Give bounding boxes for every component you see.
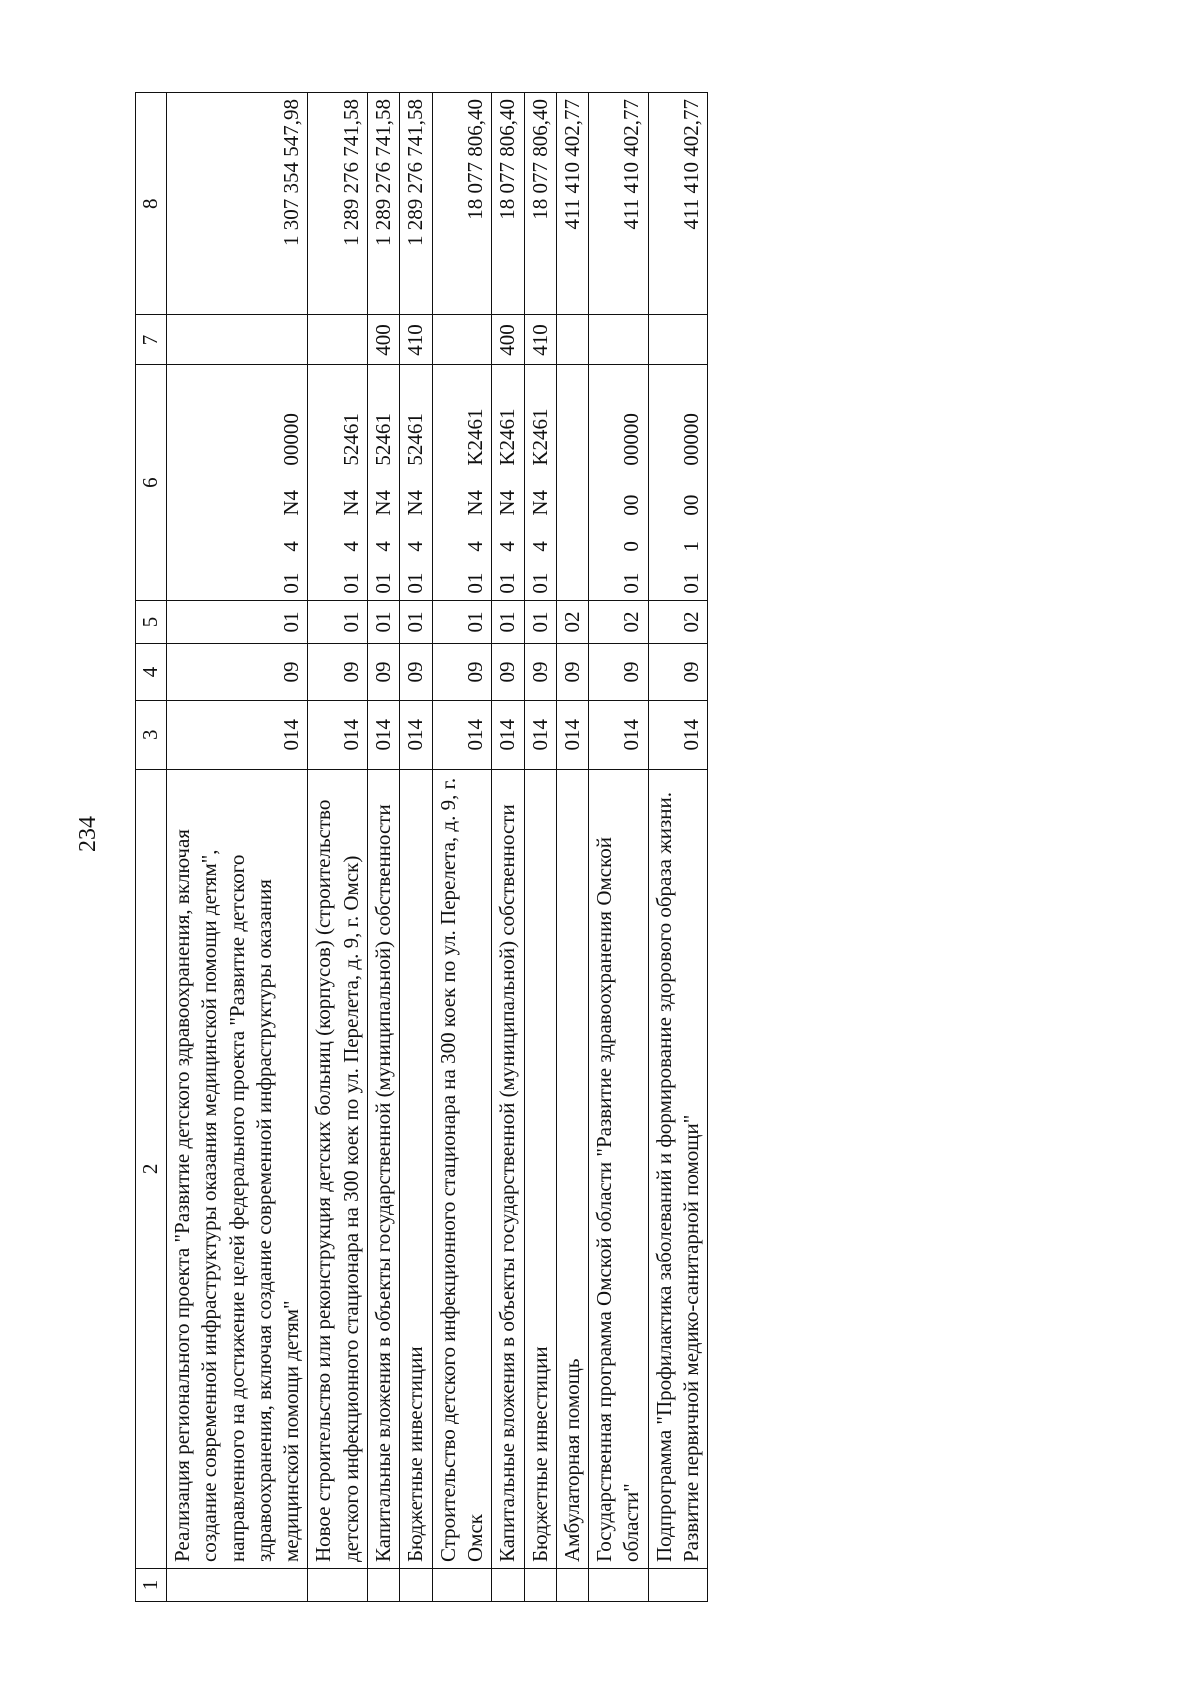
code-part: K2461 [495,408,520,466]
cell-admin-code: 014 [524,700,556,769]
cell-amount: 411 410 402,77 [648,93,708,315]
cell-empty [556,1569,588,1602]
cell-empty [308,1569,368,1602]
code-part: 00000 [279,413,304,466]
cell-section: 09 [524,644,556,700]
cell-subsection: 01 [308,600,368,644]
header-col-4: 4 [136,644,167,700]
cell-target-article [524,365,556,600]
code-part: 00 [619,494,644,516]
code-part: N4 [527,489,552,516]
cell-subsection: 01 [400,600,432,644]
cell-target-article [400,365,432,600]
code-part: 4 [495,541,520,552]
cell-admin-code: 014 [400,700,432,769]
table-row [167,93,308,1602]
cell-amount: 18 077 806,40 [524,93,556,315]
code-part: N4 [279,489,304,516]
cell-name: Капитальные вложения в объекты государственной (муниципальной) собственности [492,769,524,1568]
header-col-2: 2 [136,769,167,1568]
cell-expense-type [648,315,708,365]
cell-amount: 1 289 276 741,58 [308,93,368,315]
cell-section: 09 [368,644,400,700]
cell-name: Капитальные вложения в объекты государственной (муниципальной) собственности [368,769,400,1568]
table-row [400,93,432,1602]
cell-expense-type [432,315,492,365]
cell-name: Бюджетные инвестиции [524,769,556,1568]
cell-target-article [167,365,308,600]
code-part: N4 [462,489,487,516]
code-part: 01 [527,572,552,594]
table-row [368,93,400,1602]
cell-name: Подпрограмма "Профилактика заболеваний и формирование здорового образа жизни. Развитие первичной медико-санитарной помощи" [648,769,708,1568]
cell-name: Бюджетные инвестиции [400,769,432,1568]
cell-target-article [308,365,368,600]
cell-expense-type [589,315,649,365]
cell-empty [492,1569,524,1602]
budget-table [135,92,708,1602]
table-row [556,93,588,1602]
cell-admin-code: 014 [492,700,524,769]
cell-admin-code: 014 [589,700,649,769]
cell-admin-code: 014 [556,700,588,769]
cell-name: Амбулаторная помощь [556,769,588,1568]
cell-empty [167,1569,308,1602]
table-row [524,93,556,1602]
code-part: 4 [527,541,552,552]
header-col-8: 8 [136,93,167,315]
cell-amount: 18 077 806,40 [432,93,492,315]
cell-subsection: 01 [167,600,308,644]
table-row [432,93,492,1602]
cell-subsection: 01 [524,600,556,644]
code-part: N4 [403,489,428,516]
code-part: 52461 [403,413,428,466]
cell-empty [589,1569,649,1602]
cell-empty [648,1569,708,1602]
code-part: 4 [338,541,363,552]
cell-section: 09 [556,644,588,700]
code-part: 01 [279,572,304,594]
code-part: 01 [338,572,363,594]
cell-amount: 411 410 402,77 [556,93,588,315]
table-row [308,93,368,1602]
cell-target-article [648,365,708,600]
cell-section: 09 [648,644,708,700]
code-part: 0 [619,541,644,552]
code-part: N4 [371,489,396,516]
cell-name: Новое строительство или реконструкция детских больниц (корпусов) (строительство детского инфекционного стационара на 300 коек по ул. Перелета, д. 9, г. Омск) [308,769,368,1568]
cell-target-article [432,365,492,600]
cell-section: 09 [432,644,492,700]
code-part: 4 [403,541,428,552]
cell-empty [524,1569,556,1602]
code-part: 00000 [679,413,704,466]
table-row [492,93,524,1602]
cell-admin-code: 014 [648,700,708,769]
cell-name: Государственная программа Омской области "Развитие здравоохранения Омской области" [589,769,649,1568]
cell-section: 09 [492,644,524,700]
code-part: 52461 [338,413,363,466]
code-part: N4 [495,489,520,516]
cell-expense-type [308,315,368,365]
code-part: 01 [495,572,520,594]
table-header-row [136,93,167,1602]
cell-target-article [492,365,524,600]
cell-subsection: 01 [368,600,400,644]
code-part: 01 [462,572,487,594]
cell-name: Реализация регионального проекта "Развитие детского здравоохранения, включая создание современной инфраструктуры оказания медицинской помощи детям", направленного на достижение целей федерального проекта "Развитие детского здравоохранения, включая создание современной инфраструктуры оказания медицинской помощи детям" [167,769,308,1568]
header-col-6: 6 [136,365,167,600]
cell-expense-type: 400 [492,315,524,365]
cell-amount: 411 410 402,77 [589,93,649,315]
cell-subsection: 02 [589,600,649,644]
code-part: K2461 [527,408,552,466]
cell-amount: 18 077 806,40 [492,93,524,315]
cell-expense-type [556,315,588,365]
cell-subsection: 01 [432,600,492,644]
code-part: 52461 [371,413,396,466]
code-part: 01 [619,572,644,594]
table-row [648,93,708,1602]
page-number: 234 [75,816,101,852]
cell-section: 09 [400,644,432,700]
cell-section: 09 [308,644,368,700]
cell-expense-type: 400 [368,315,400,365]
cell-subsection: 01 [492,600,524,644]
cell-empty [368,1569,400,1602]
code-part: N4 [338,489,363,516]
cell-admin-code: 014 [167,700,308,769]
cell-expense-type [167,315,308,365]
cell-section: 09 [589,644,649,700]
header-col-1: 1 [136,1569,167,1602]
cell-section: 09 [167,644,308,700]
cell-amount: 1 289 276 741,58 [400,93,432,315]
code-part: 4 [462,541,487,552]
cell-amount: 1 307 354 547,98 [167,93,308,315]
code-part: 4 [371,541,396,552]
table-row [589,93,649,1602]
code-part: 01 [371,572,396,594]
code-part: 00 [679,494,704,516]
cell-target-article [368,365,400,600]
cell-amount: 1 289 276 741,58 [368,93,400,315]
cell-empty [400,1569,432,1602]
cell-admin-code: 014 [308,700,368,769]
code-part: 1 [679,541,704,552]
cell-target-article [556,365,588,600]
code-part: K2461 [462,408,487,466]
cell-name: Строительство детского инфекционного стационара на 300 коек по ул. Перелета, д. 9, г. Омск [432,769,492,1568]
code-part: 4 [279,541,304,552]
header-col-3: 3 [136,700,167,769]
code-part: 00000 [619,413,644,466]
cell-expense-type: 410 [400,315,432,365]
cell-subsection: 02 [556,600,588,644]
cell-expense-type: 410 [524,315,556,365]
code-part: 01 [679,572,704,594]
header-col-7: 7 [136,315,167,365]
cell-empty [432,1569,492,1602]
code-part: 01 [403,572,428,594]
header-col-5: 5 [136,600,167,644]
cell-admin-code: 014 [368,700,400,769]
cell-admin-code: 014 [432,700,492,769]
cell-target-article [589,365,649,600]
cell-subsection: 02 [648,600,708,644]
